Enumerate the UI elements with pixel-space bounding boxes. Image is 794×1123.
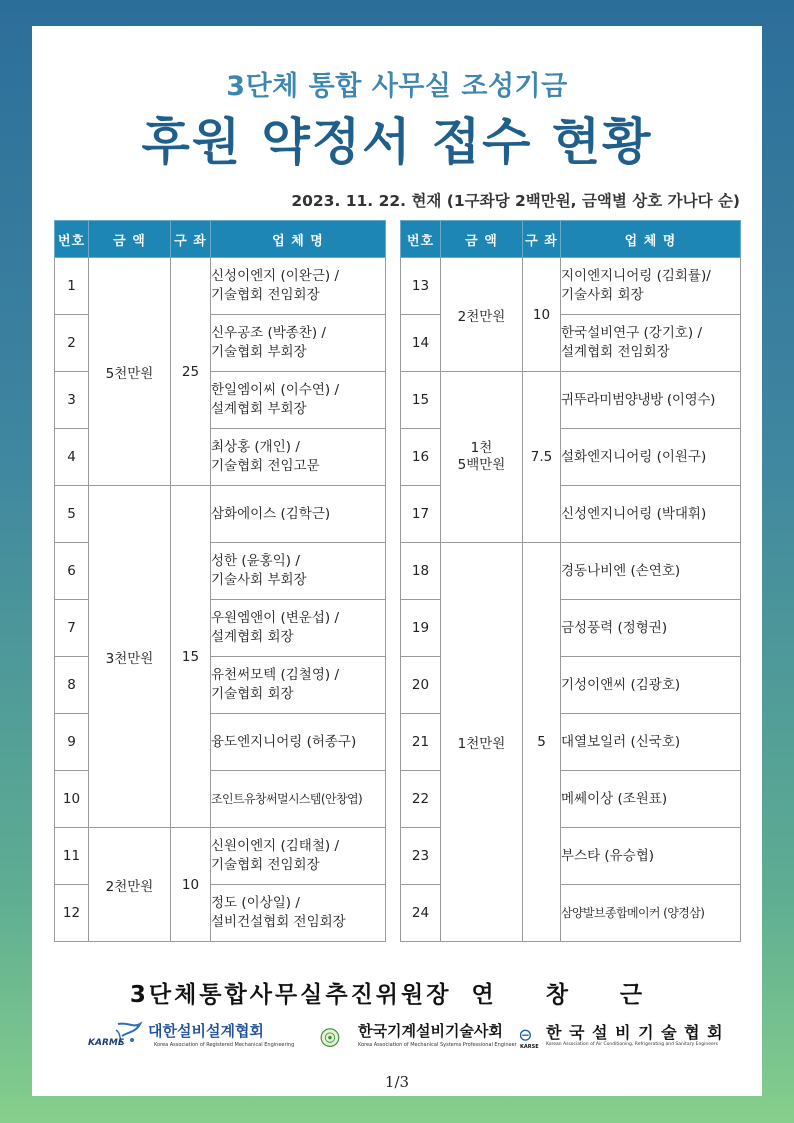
row-no: 6 — [55, 543, 89, 600]
company-title: 설비건설협회 전임회장 — [211, 914, 346, 930]
table-row — [401, 258, 741, 315]
document-sheet — [32, 26, 762, 1096]
row-no: 17 — [401, 486, 441, 543]
row-no: 3 — [55, 372, 89, 429]
company-title: 설계협회 전임회장 — [561, 344, 670, 360]
chair-name: 연 창 근 — [471, 982, 665, 1008]
company-name: 최상홍 (개인) / — [211, 439, 300, 455]
company-title: 기술사회 회장 — [561, 287, 644, 303]
amount-cell: 2천만원 — [441, 258, 523, 372]
company-cell — [211, 714, 386, 771]
company-cell — [211, 315, 386, 372]
logo-sub: Korea Association of Registered Mechanical Engineering — [154, 1042, 295, 1048]
company-name: 우원엠앤이 (변운섭) / — [211, 610, 339, 626]
col-count: 구 좌 — [171, 221, 211, 258]
row-no: 21 — [401, 714, 441, 771]
row-no: 1 — [55, 258, 89, 315]
company-name: 유천써모텍 (김철영) / — [211, 667, 339, 683]
company-name: 한일엠이씨 (이수연) / — [211, 382, 339, 398]
company-cell — [561, 258, 741, 315]
col-amount: 금 액 — [89, 221, 171, 258]
company-name: 경동나비엔 (손연호) — [561, 562, 681, 579]
company-cell — [561, 885, 741, 942]
left-table — [54, 220, 386, 942]
company-name: 설화엔지니어링 (이원구) — [561, 448, 707, 465]
logo-sub: Korean Association of Air Conditioning, Refrigerating and Sanitary Engineers — [546, 1042, 718, 1047]
company-name: 신성엔지니어링 (박대휘) — [561, 505, 707, 522]
logo-karme — [88, 1018, 298, 1058]
logo-name: 대한설비설계협회 — [148, 1022, 264, 1040]
company-cell — [211, 543, 386, 600]
company-title: 기술협회 회장 — [211, 686, 294, 702]
count-cell: 5 — [523, 543, 561, 942]
row-no: 12 — [55, 885, 89, 942]
company-title: 설계협회 회장 — [211, 629, 294, 645]
row-no: 24 — [401, 885, 441, 942]
page-title: 후원 약정서 접수 현황 — [141, 113, 653, 171]
company-name: 신우공조 (박종찬) / — [211, 325, 326, 341]
company-cell — [211, 258, 386, 315]
dateline: 2023. 11. 22. 현재 (1구좌당 2백만원, 금액별 상호 가나다 순) — [291, 192, 740, 210]
table-row — [55, 828, 386, 885]
company-cell — [211, 486, 386, 543]
company-title: 기술협회 전임회장 — [211, 287, 320, 303]
company-name: 지이엔지니어링 (김회률)/ — [561, 268, 711, 284]
company-name: 정도 (이상일) / — [211, 895, 300, 911]
signature-line — [32, 976, 762, 1009]
logo-name: 한국기계설비기술사회 — [358, 1022, 503, 1040]
row-no: 22 — [401, 771, 441, 828]
count-cell: 15 — [171, 486, 211, 828]
company-name: 성한 (윤홍익) / — [211, 553, 300, 569]
page-number: 1/3 — [384, 1073, 410, 1091]
count-cell: 10 — [523, 258, 561, 372]
company-cell — [211, 657, 386, 714]
col-no: 번호 — [55, 221, 89, 258]
row-no: 13 — [401, 258, 441, 315]
right-table — [400, 220, 741, 942]
logo-row — [88, 1018, 724, 1058]
company-name: 금성풍력 (정형권) — [561, 619, 668, 636]
company-cell — [211, 828, 386, 885]
company-name: 귀뚜라미범양냉방 (이영수) — [561, 391, 716, 408]
karme-abbr: KARME — [88, 1038, 124, 1048]
row-no: 16 — [401, 429, 441, 486]
company-cell — [561, 657, 741, 714]
company-name: 메쎄이상 (조원표) — [561, 790, 668, 807]
company-cell — [561, 429, 741, 486]
amount-cell: 1천만원 — [441, 543, 523, 942]
amount-cell: 3천만원 — [89, 486, 171, 828]
company-name: 삼화에이스 (김학근) — [211, 505, 331, 522]
company-cell — [561, 771, 741, 828]
row-no: 14 — [401, 315, 441, 372]
company-cell — [561, 543, 741, 600]
company-cell — [211, 771, 386, 828]
org-title: 3단체통합사무실추진위원장 — [129, 982, 452, 1008]
subtitle: 3단체 통합 사무실 조성기금 — [226, 71, 568, 102]
row-no: 7 — [55, 600, 89, 657]
table-row — [401, 372, 741, 429]
row-no: 10 — [55, 771, 89, 828]
company-cell — [561, 828, 741, 885]
row-no: 15 — [401, 372, 441, 429]
amount-cell — [441, 372, 523, 543]
col-amount: 금 액 — [441, 221, 523, 258]
row-no: 23 — [401, 828, 441, 885]
row-no: 11 — [55, 828, 89, 885]
company-name: 신성이엔지 (이완근) / — [211, 268, 339, 284]
amount-cell: 5천만원 — [89, 258, 171, 486]
company-name: 조인트유창써멀시스템(안창엽) — [211, 791, 363, 806]
row-no: 9 — [55, 714, 89, 771]
row-no: 20 — [401, 657, 441, 714]
row-no: 4 — [55, 429, 89, 486]
karme-logo-icon — [88, 1020, 146, 1054]
logo-sub: Korea Association of Mechanical Systems Professional Engineer — [358, 1042, 517, 1048]
company-cell — [561, 315, 741, 372]
col-company: 업 체 명 — [561, 221, 741, 258]
table-row — [55, 258, 386, 315]
company-name: 한국설비연구 (강기호) / — [561, 325, 703, 341]
count-cell: 7.5 — [523, 372, 561, 543]
logo-karse — [520, 1018, 724, 1058]
amount-cell: 2천만원 — [89, 828, 171, 942]
company-name: 융도엔지니어링 (허종구) — [211, 733, 357, 750]
company-cell — [561, 600, 741, 657]
company-cell — [211, 372, 386, 429]
company-cell — [211, 600, 386, 657]
company-cell — [561, 714, 741, 771]
company-name: 신원이엔지 (김태철) / — [211, 838, 339, 854]
left-table-header — [55, 221, 386, 258]
company-title: 기술협회 부회장 — [211, 344, 307, 360]
company-title: 기술사회 부회장 — [211, 572, 307, 588]
company-name: 삼양발브종합메이커 (양경삼) — [561, 905, 705, 920]
company-title: 설계협회 부회장 — [211, 401, 307, 417]
company-name: 기성이앤씨 (김광호) — [561, 676, 681, 693]
company-cell — [561, 372, 741, 429]
company-cell — [561, 486, 741, 543]
col-no: 번호 — [401, 221, 441, 258]
company-cell — [211, 885, 386, 942]
logo-kamspe — [320, 1018, 515, 1058]
row-no: 18 — [401, 543, 441, 600]
company-cell — [211, 429, 386, 486]
amount-line1: 1천 — [470, 440, 493, 456]
logo-name: 한 국 설 비 기 술 협 회 — [546, 1023, 724, 1042]
right-table-header — [401, 221, 741, 258]
count-cell: 25 — [171, 258, 211, 486]
company-name: 대열보일러 (신국호) — [561, 733, 681, 750]
col-company: 업 체 명 — [211, 221, 386, 258]
seal-logo-icon — [320, 1020, 354, 1054]
row-no: 2 — [55, 315, 89, 372]
count-cell: 10 — [171, 828, 211, 942]
company-title: 기술협회 전임고문 — [211, 458, 320, 474]
amount-line2: 5백만원 — [457, 457, 506, 473]
row-no: 5 — [55, 486, 89, 543]
company-title: 기술협회 전임회장 — [211, 857, 320, 873]
karse-abbr: KARSE — [520, 1044, 539, 1050]
table-row — [55, 486, 386, 543]
table-row — [401, 543, 741, 600]
company-name: 부스타 (유승협) — [561, 847, 655, 864]
col-count: 구 좌 — [523, 221, 561, 258]
row-no: 8 — [55, 657, 89, 714]
row-no: 19 — [401, 600, 441, 657]
